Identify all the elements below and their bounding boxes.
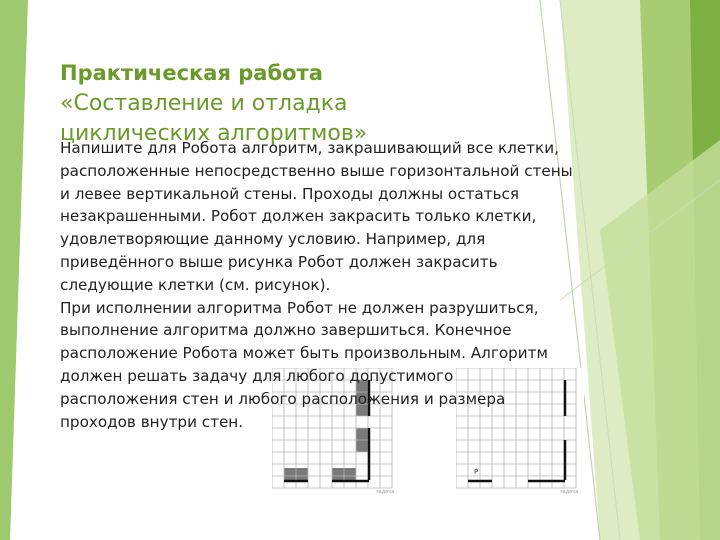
body-line: незакрашенными. Робот должен закрасить только клетки, (60, 207, 537, 226)
body-line: расположение Робота может быть произвольным. Алгоритм (60, 344, 548, 363)
body-line: приведённого выше рисунка Робот должен закрасить (60, 252, 498, 271)
slide-title: Практическая работа (60, 61, 323, 85)
painted-cell (356, 440, 368, 452)
body-line: удовлетворяющие данному условию. Например, для (60, 230, 486, 249)
subtitle-line: «Составление и отладка (60, 91, 348, 116)
body-line: выполнение алгоритма должно завершиться. Конечное (60, 321, 512, 340)
body-line: При исполнении алгоритма Робот не должен разрушиться, (60, 298, 539, 317)
painted-cell (332, 468, 344, 480)
subtitle-line: циклических алгоритмов» (60, 121, 368, 146)
painted-cell (284, 468, 296, 480)
body-line: и левее вертикальной стены. Проходы должны остаться (60, 184, 520, 203)
robot-label: Р (474, 468, 479, 476)
figure-caption: задача (376, 489, 395, 495)
body-line: проходов внутри стен. (60, 412, 244, 431)
body-line: расположения стен и любого расположения и размера (60, 389, 506, 408)
body-line: Напишите для Робота алгоритм, закрашивающий все клетки, (60, 139, 559, 157)
task-description (60, 137, 573, 433)
body-line: должен решать задачу для любого допустимого (60, 366, 454, 385)
body-line: следующие клетки (см. рисунок). (60, 275, 331, 294)
painted-cell (296, 468, 308, 480)
painted-cell (344, 468, 356, 480)
left-green-strip (0, 0, 28, 540)
body-line: расположенные непосредственно выше горизонтальной стены (60, 161, 573, 180)
figure-caption: задача (560, 489, 579, 495)
